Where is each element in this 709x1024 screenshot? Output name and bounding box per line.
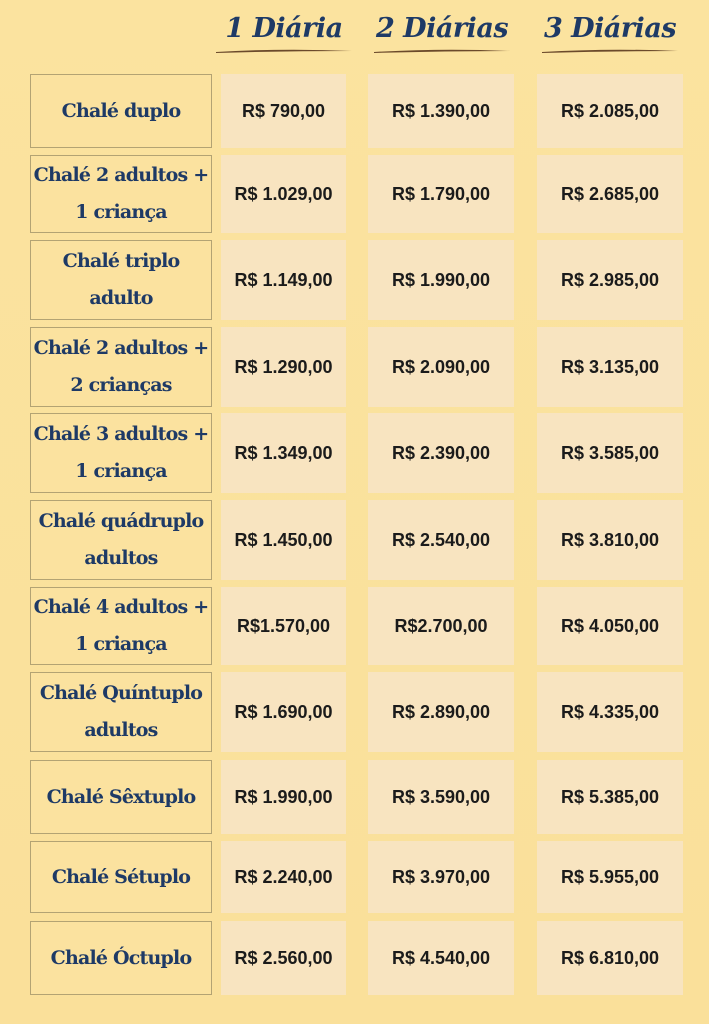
table-row (0, 500, 709, 580)
price-1-diaria: R$ 1.149,00 (221, 240, 346, 320)
price-3-diarias: R$ 2.085,00 (537, 74, 683, 148)
table-row (0, 155, 709, 233)
table-row (0, 74, 709, 148)
price-2-diarias: R$ 1.390,00 (368, 74, 514, 148)
table-row (0, 327, 709, 407)
price-1-diaria: R$ 1.690,00 (221, 672, 346, 752)
header-1-diaria (214, 12, 354, 60)
price-2-diarias: R$2.700,00 (368, 587, 514, 665)
table-row (0, 760, 709, 834)
row-label: Chalé 2 adultos + 1 criança (30, 155, 212, 233)
price-2-diarias: R$ 2.890,00 (368, 672, 514, 752)
price-1-diaria: R$ 2.560,00 (221, 921, 346, 995)
row-label: Chalé quádruplo adultos (30, 500, 212, 580)
header-label: 1 Diária (225, 13, 343, 44)
price-2-diarias: R$ 2.090,00 (368, 327, 514, 407)
price-1-diaria: R$ 1.990,00 (221, 760, 346, 834)
price-3-diarias: R$ 6.810,00 (537, 921, 683, 995)
price-3-diarias: R$ 2.685,00 (537, 155, 683, 233)
header-label: 3 Diárias (543, 13, 677, 44)
price-1-diaria: R$ 1.349,00 (221, 413, 346, 493)
price-3-diarias: R$ 3.810,00 (537, 500, 683, 580)
price-3-diarias: R$ 4.050,00 (537, 587, 683, 665)
price-3-diarias: R$ 3.135,00 (537, 327, 683, 407)
price-1-diaria: R$ 1.290,00 (221, 327, 346, 407)
row-label: Chalé 4 adultos + 1 criança (30, 587, 212, 665)
price-2-diarias: R$ 3.970,00 (368, 841, 514, 913)
header-2-diarias (372, 12, 512, 60)
table-row (0, 841, 709, 913)
table-row (0, 240, 709, 320)
price-3-diarias: R$ 5.955,00 (537, 841, 683, 913)
price-3-diarias: R$ 4.335,00 (537, 672, 683, 752)
price-1-diaria: R$1.570,00 (221, 587, 346, 665)
price-1-diaria: R$ 1.029,00 (221, 155, 346, 233)
header-label: 2 Diárias (375, 13, 509, 44)
price-2-diarias: R$ 2.540,00 (368, 500, 514, 580)
brush-underline-icon (214, 48, 354, 54)
price-3-diarias: R$ 5.385,00 (537, 760, 683, 834)
brush-underline-icon (540, 48, 680, 54)
brush-underline-icon (372, 48, 512, 54)
price-2-diarias: R$ 2.390,00 (368, 413, 514, 493)
table-row (0, 587, 709, 665)
price-3-diarias: R$ 3.585,00 (537, 413, 683, 493)
price-2-diarias: R$ 1.990,00 (368, 240, 514, 320)
header-3-diarias (540, 12, 680, 60)
row-label: Chalé duplo (30, 74, 212, 148)
row-label: Chalé 3 adultos + 1 criança (30, 413, 212, 493)
price-2-diarias: R$ 3.590,00 (368, 760, 514, 834)
table-row (0, 413, 709, 493)
row-label: Chalé triplo adulto (30, 240, 212, 320)
price-3-diarias: R$ 2.985,00 (537, 240, 683, 320)
row-label: Chalé 2 adultos + 2 crianças (30, 327, 212, 407)
table-row (0, 672, 709, 752)
row-label: Chalé Óctuplo (30, 921, 212, 995)
price-2-diarias: R$ 1.790,00 (368, 155, 514, 233)
price-1-diaria: R$ 790,00 (221, 74, 346, 148)
row-label: Chalé Sétuplo (30, 841, 212, 913)
table-row (0, 921, 709, 995)
price-1-diaria: R$ 1.450,00 (221, 500, 346, 580)
row-label: Chalé Quíntuplo adultos (30, 672, 212, 752)
row-label: Chalé Sêxtuplo (30, 760, 212, 834)
price-2-diarias: R$ 4.540,00 (368, 921, 514, 995)
price-1-diaria: R$ 2.240,00 (221, 841, 346, 913)
